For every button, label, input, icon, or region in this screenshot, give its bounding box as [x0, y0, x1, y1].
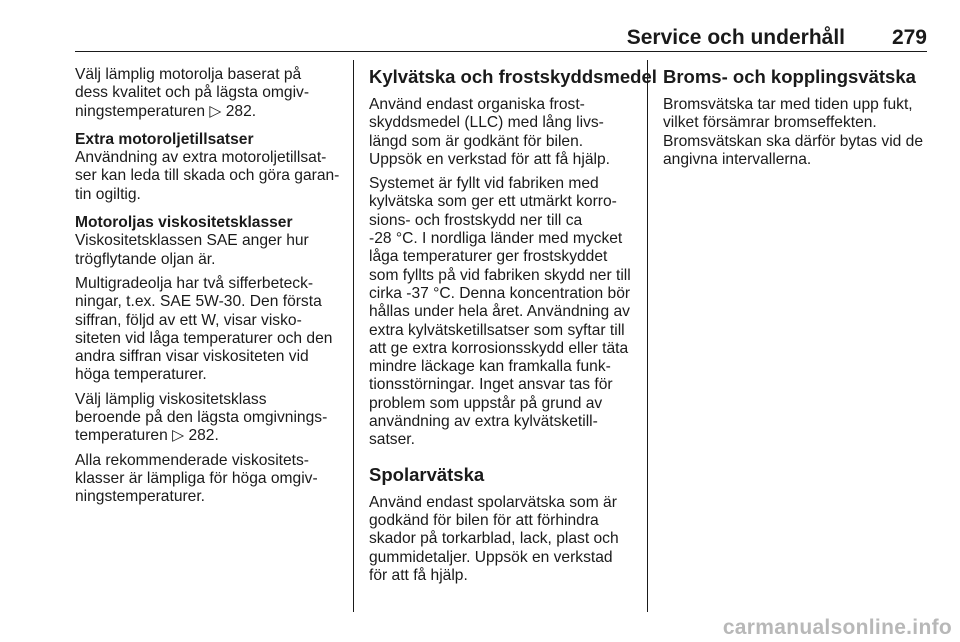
- text-line: höga temperaturer.: [75, 366, 207, 384]
- text-line: [75, 103, 343, 121]
- text-line: problem som uppstår på grund av: [369, 394, 603, 412]
- text-line: ningar, t.ex. SAE 5W-30. Den första: [75, 293, 322, 311]
- text-line: klasser är lämpliga för höga omgiv-: [75, 469, 318, 487]
- text-line: angivna intervallerna.: [663, 150, 812, 168]
- page-number: 279: [891, 26, 927, 49]
- text-line: sions- och frostskydd ner till ca: [369, 211, 583, 229]
- text-line: Bromsvätska tar med tiden upp fukt,: [663, 96, 913, 113]
- column-brake-fluid: [663, 66, 931, 175]
- coolant-section-title: Kylvätska och frostskyddsmedel: [369, 66, 657, 87]
- text-line: gummidetaljer. Uppsök en verkstad: [369, 548, 613, 566]
- text-line: dess kvalitet och på lägsta omgiv-: [75, 84, 310, 102]
- text-line: extra kylvätsketillsatser som syftar till: [369, 321, 625, 339]
- text-line: [75, 427, 343, 445]
- viscosity-paragraph: [75, 232, 343, 269]
- choose-viscosity-paragraph: [75, 391, 343, 446]
- text-line: cirka -37 °C. Denna koncentration bör: [369, 284, 631, 302]
- text-line: trögflytande oljan är.: [75, 250, 216, 268]
- text-line: längd som är godkänt för bilen.: [369, 132, 584, 150]
- header-rule: [75, 51, 927, 52]
- text-line: Använd endast organiska frost-: [369, 96, 585, 113]
- page-title: Service och underhåll: [626, 26, 845, 49]
- column-engine-oil: [75, 66, 343, 513]
- reference-arrow-icon[interactable]: ▷: [172, 427, 185, 445]
- column-divider-left: [353, 60, 354, 612]
- column-coolant-washer: [369, 66, 657, 591]
- text-line: Använd endast spolarvätska som är: [369, 493, 617, 511]
- text-line: siffran, följd av ett W, visar visko-: [75, 311, 302, 329]
- text-line: tin ogiltig.: [75, 185, 141, 203]
- column-divider-right: [647, 60, 648, 612]
- text-line: Bromsvätskan ska därför bytas vid de: [663, 132, 924, 150]
- text-line: satser.: [369, 431, 415, 449]
- text-line: som fyllts på vid fabriken skydd ner till: [369, 266, 631, 284]
- text-line: för att få hjälp.: [369, 566, 468, 584]
- text-line: att ge extra korrosionsskydd eller täta: [369, 339, 629, 357]
- coolant-paragraph-1: [369, 96, 637, 169]
- reference-arrow-icon[interactable]: ▷: [209, 102, 222, 120]
- text-line: Användning av extra motoroljetillsat-: [75, 149, 327, 167]
- brake-section-title: Broms- och kopplingsvätska: [663, 66, 916, 87]
- page-reference[interactable]: 282.: [188, 427, 219, 445]
- coolant-paragraph-2: [369, 175, 637, 449]
- text-line: beroende på den lägsta omgivnings-: [75, 409, 328, 427]
- text-line: skyddsmedel (LLC) med lång livs-: [369, 114, 604, 132]
- text-fragment: temperaturen: [75, 427, 168, 445]
- text-line: Viskositetsklassen SAE anger hur: [75, 232, 309, 250]
- text-line: Välj lämplig viskositetsklass: [75, 390, 267, 408]
- additives-heading: Extra motoroljetillsatser: [75, 130, 254, 148]
- text-line: andra siffran visar viskositeten vid: [75, 348, 309, 366]
- page-reference[interactable]: 282.: [225, 102, 257, 120]
- text-line: -28 °C. I nordliga länder med mycket: [369, 230, 623, 248]
- text-line: tionsstörningar. Inget ansvar tas för: [369, 376, 613, 394]
- text-line: Alla rekommenderade viskositets-: [75, 451, 309, 469]
- recommended-paragraph: [75, 452, 343, 507]
- text-line: användning av extra kylvätsketill-: [369, 413, 598, 431]
- watermark: carmanualsonline.info: [722, 616, 952, 639]
- text-line: mindre läckage kan framkalla funk-: [369, 358, 611, 376]
- washer-paragraph: [369, 494, 637, 585]
- text-line: Uppsök en verkstad för att få hjälp.: [369, 150, 610, 168]
- text-line: Systemet är fyllt vid fabriken med: [369, 175, 599, 193]
- text-line: siteten vid låga temperaturer och den: [75, 329, 333, 347]
- text-line: godkänd för bilen för att förhindra: [369, 511, 599, 529]
- text-line: hållas under hela året. Användning av: [369, 303, 630, 321]
- text-line: ningstemperaturer.: [75, 488, 206, 506]
- text-line: Välj lämplig motorolja baserat på: [75, 66, 302, 83]
- viscosity-heading: Motoroljas viskositetsklasser: [75, 214, 293, 232]
- additives-paragraph: [75, 149, 343, 204]
- text-line: låga temperaturer ger frostskyddet: [369, 248, 608, 266]
- multigrade-paragraph: [75, 275, 343, 385]
- brake-paragraph: [663, 96, 931, 169]
- page-header: [75, 26, 927, 50]
- intro-paragraph: [75, 66, 343, 121]
- text-line: Multigradeolja har två sifferbeteck-: [75, 274, 314, 292]
- text-line: vilket försämrar bromseffekten.: [663, 114, 877, 132]
- washer-section-title: Spolarvätska: [369, 463, 485, 485]
- text-line: kylvätska som ger ett utmärkt korro-: [369, 193, 617, 211]
- text-fragment: ningstemperaturen: [75, 102, 206, 120]
- text-line: ser kan leda till skada och göra garan-: [75, 167, 340, 185]
- text-line: skador på torkarblad, lack, plast och: [369, 530, 619, 548]
